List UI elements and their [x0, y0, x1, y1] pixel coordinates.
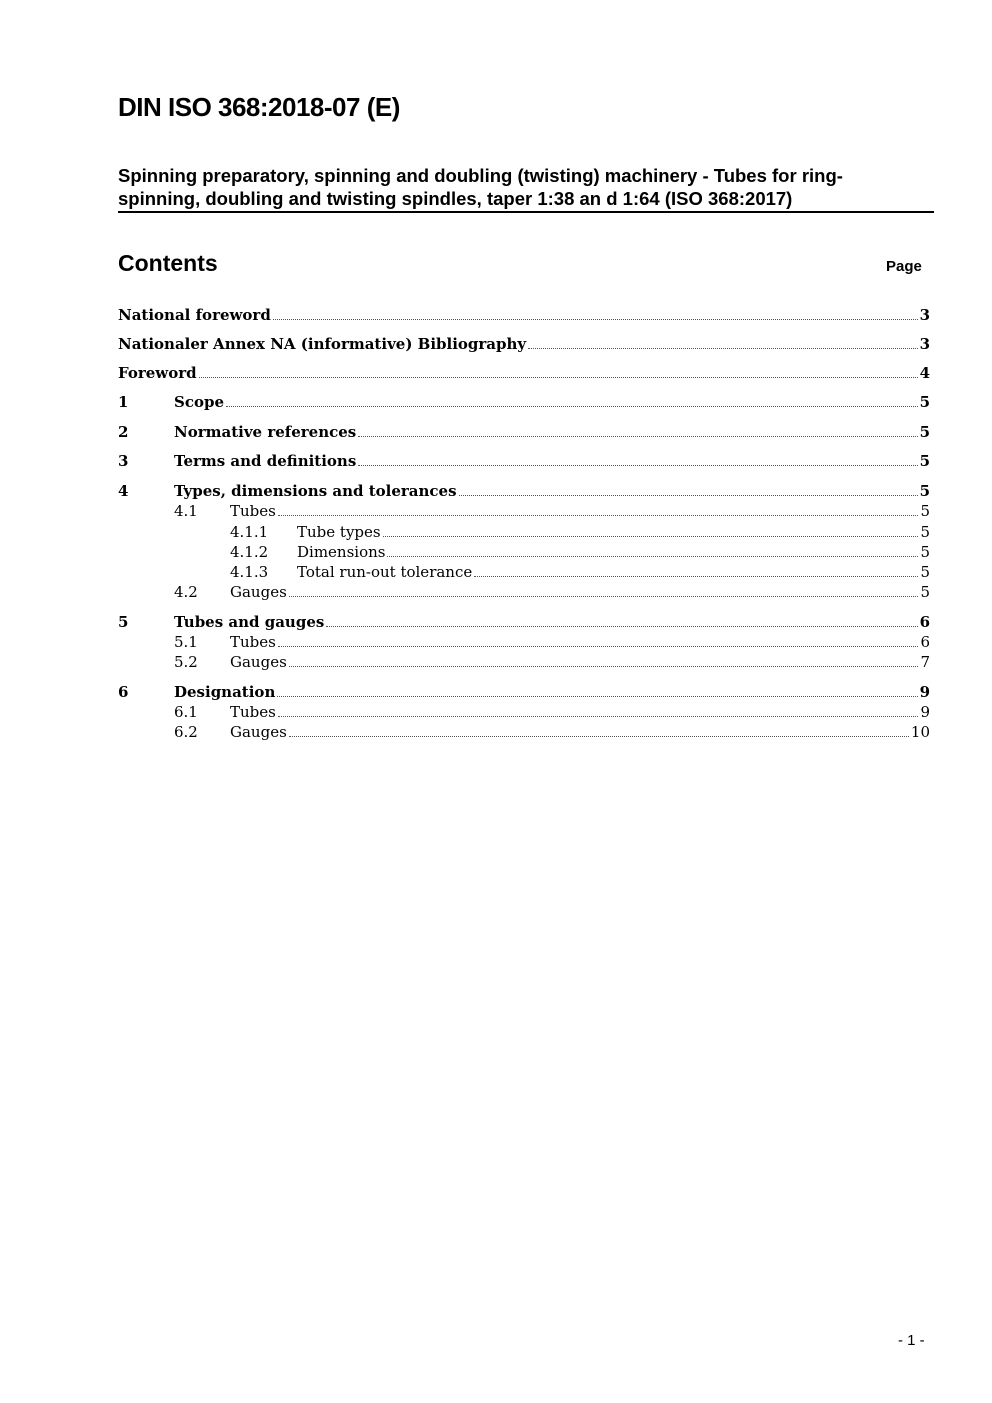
toc-entry-page: 5	[920, 523, 930, 541]
toc-entry-page: 3	[919, 335, 930, 353]
toc-entry-page: 5	[920, 563, 930, 581]
toc-entry-number: 4.1	[174, 502, 198, 520]
toc-entry-page: 5	[919, 423, 930, 441]
toc-leader-dots	[459, 494, 918, 496]
toc-leader-dots	[358, 435, 917, 437]
toc-leader-dots	[528, 347, 917, 349]
toc-entry-page: 10	[910, 723, 930, 741]
footer-page-number: - 1 -	[898, 1332, 925, 1349]
toc-entry[interactable]	[118, 542, 930, 562]
page-column-label: Page	[886, 258, 922, 275]
toc-entry-page: 6	[920, 633, 930, 651]
toc-entry-number: 4.1.1	[230, 523, 269, 541]
toc-entry[interactable]	[118, 422, 930, 442]
toc-entry-page: 4	[919, 364, 930, 382]
toc-entry-page: 5	[920, 543, 930, 561]
toc-leader-dots	[326, 625, 917, 627]
toc-entry[interactable]	[118, 612, 930, 632]
toc-entry[interactable]	[118, 682, 930, 702]
toc-entry[interactable]	[118, 562, 930, 582]
toc-entry-label: Types, dimensions and tolerances	[174, 482, 457, 500]
toc-entry-label: Dimensions	[297, 543, 386, 561]
toc-leader-dots	[278, 514, 919, 516]
toc-entry-number: 5	[118, 613, 129, 631]
subtitle-line-1: Spinning preparatory, spinning and doubling (twisting) machinery - Tubes for ring-	[118, 165, 843, 186]
toc-entry-label: Gauges	[230, 723, 287, 741]
toc-entry-label: Scope	[174, 393, 225, 411]
toc-entry-page: 3	[919, 306, 930, 324]
toc-leader-dots	[273, 318, 918, 320]
toc-entry-number: 4	[118, 482, 129, 500]
toc-entry[interactable]	[118, 481, 930, 501]
contents-heading: Contents	[118, 250, 218, 276]
toc-entry-page: 7	[920, 653, 930, 671]
toc-entry-label: Designation	[174, 683, 276, 701]
toc-entry-page: 6	[919, 613, 930, 631]
toc-entry[interactable]	[118, 652, 930, 672]
toc-entry-number: 5.2	[174, 653, 198, 671]
toc-entry-page: 5	[919, 452, 930, 470]
toc-entry-label: Tube types	[297, 523, 381, 541]
toc-leader-dots	[226, 405, 918, 407]
toc-leader-dots	[289, 595, 919, 597]
toc-leader-dots	[289, 665, 919, 667]
toc-entry-page: 5	[920, 502, 930, 520]
toc-leader-dots	[474, 575, 918, 577]
toc-entry-label: Terms and definitions	[174, 452, 357, 470]
toc-entry-number: 4.1.3	[230, 563, 269, 581]
toc-entry-label: Tubes and gauges	[174, 613, 325, 631]
toc-entry-page: 5	[919, 482, 930, 500]
toc-entry-label: Gauges	[230, 583, 287, 601]
document-title: DIN ISO 368:2018-07 (E)	[118, 92, 400, 122]
toc-entry[interactable]	[118, 522, 930, 542]
toc-entry-page: 5	[920, 583, 930, 601]
toc-leader-dots	[387, 555, 918, 557]
toc-entry-label: Tubes	[230, 502, 276, 520]
toc-entry[interactable]	[118, 632, 930, 652]
toc-entry-number: 1	[118, 393, 129, 411]
toc-leader-dots	[383, 535, 919, 537]
toc-entry[interactable]	[118, 582, 930, 602]
toc-entry-number: 3	[118, 452, 129, 470]
toc-entry[interactable]	[118, 334, 930, 354]
toc-entry-number: 2	[118, 423, 129, 441]
toc-entry[interactable]	[118, 363, 930, 383]
toc-entry-label: Foreword	[118, 364, 197, 382]
toc-entry[interactable]	[118, 305, 930, 325]
toc-leader-dots	[199, 376, 918, 378]
toc-entry-number: 6.1	[174, 703, 198, 721]
toc-leader-dots	[278, 715, 919, 717]
toc-entry-label: Normative references	[174, 423, 357, 441]
toc-entry-number: 6.2	[174, 723, 198, 741]
toc-entry-label: Tubes	[230, 703, 276, 721]
toc-entry[interactable]	[118, 451, 930, 471]
toc-entry[interactable]	[118, 702, 930, 722]
toc-leader-dots	[289, 735, 909, 737]
subtitle-line-2: spinning, doubling and twisting spindles, taper 1:38 an d 1:64 (ISO 368:2017)	[118, 188, 793, 209]
toc-leader-dots	[358, 464, 917, 466]
toc-entry[interactable]	[118, 501, 930, 521]
toc-entry-page: 5	[919, 393, 930, 411]
toc-entry-page: 9	[920, 703, 930, 721]
toc-entry-label: Gauges	[230, 653, 287, 671]
toc-entry[interactable]	[118, 392, 930, 412]
toc-entry-number: 6	[118, 683, 129, 701]
toc-entry-label: Total run-out tolerance	[297, 563, 473, 581]
toc-entry-label: National foreword	[118, 306, 271, 324]
toc-leader-dots	[278, 645, 919, 647]
toc-entry-label: Nationaler Annex NA (informative) Bibliography	[118, 335, 527, 353]
toc-entry-number: 4.1.2	[230, 543, 269, 561]
toc-entry-page: 9	[919, 683, 930, 701]
toc-entry-number: 4.2	[174, 583, 198, 601]
toc-leader-dots	[277, 695, 917, 697]
toc-entry[interactable]	[118, 722, 930, 742]
document-subtitle	[118, 164, 934, 213]
toc-entry-number: 5.1	[174, 633, 198, 651]
toc-entry-label: Tubes	[230, 633, 276, 651]
